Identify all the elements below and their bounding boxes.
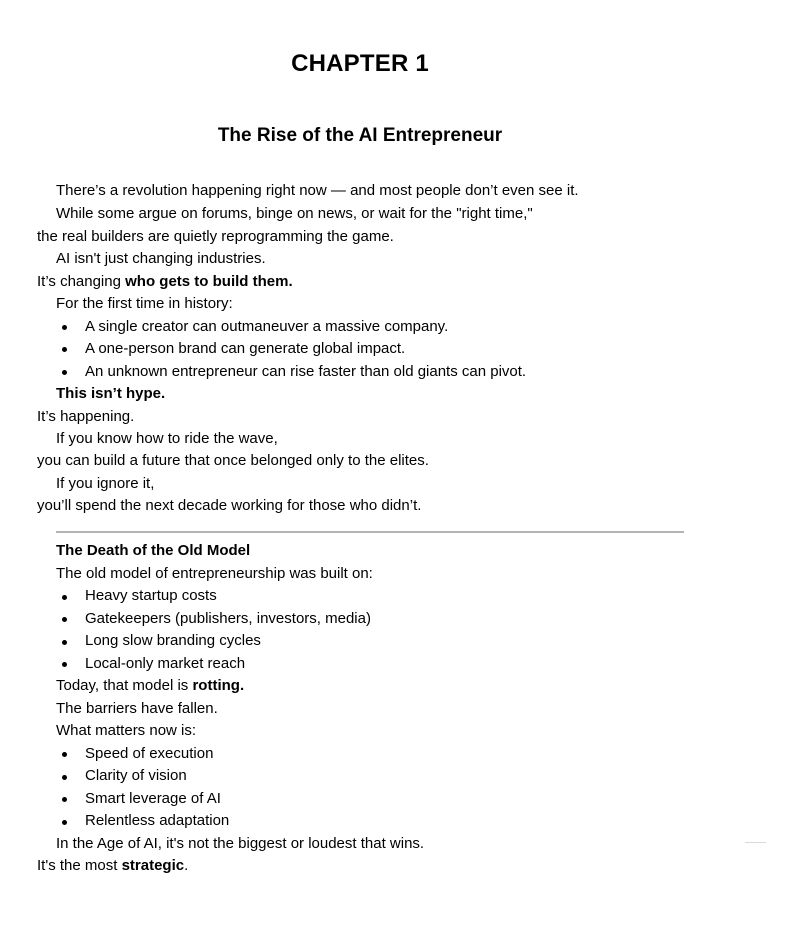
paragraph: [56, 677, 244, 695]
list-item: Clarity of vision: [85, 767, 187, 784]
paragraph: The old model of entrepreneurship was built on:: [56, 565, 373, 582]
list-item: Speed of execution: [85, 745, 214, 762]
paragraph: In the Age of AI, it's not the biggest or loudest that wins.: [56, 835, 425, 852]
paragraph: What matters now is:: [56, 722, 197, 739]
bullet-icon: [62, 347, 67, 352]
text-run: It’s changing: [37, 273, 126, 290]
bold-text: who gets to build them.: [125, 273, 293, 290]
list-item: Gatekeepers (publishers, investors, media): [85, 610, 371, 627]
bullet-icon: [62, 797, 67, 802]
list-item: An unknown entrepreneur can rise faster than old giants can pivot.: [85, 363, 527, 380]
paragraph-continuation: you can build a future that once belonged only to the elites.: [37, 452, 429, 469]
section-heading: [56, 542, 250, 560]
bold-text: rotting.: [192, 677, 245, 694]
paragraph: [56, 385, 165, 403]
bullet-icon: [62, 775, 67, 780]
paragraph: While some argue on forums, binge on news, or wait for the "right time,": [56, 205, 533, 222]
paragraph: There’s a revolution happening right now — and most people don’t even see it.: [56, 182, 579, 199]
list-item: Local-only market reach: [85, 655, 246, 672]
paragraph: If you ignore it,: [56, 475, 155, 492]
paragraph: For the first time in history:: [56, 295, 233, 312]
text-run: Today, that model is: [56, 677, 193, 694]
list-item: Smart leverage of AI: [85, 790, 221, 807]
bold-text: The Death of the Old Model: [56, 542, 251, 559]
bullet-icon: [62, 662, 67, 667]
list-item: A one-person brand can generate global impact.: [85, 340, 406, 357]
bullet-icon: [62, 325, 67, 330]
bullet-icon: [62, 617, 67, 622]
paragraph: It’s happening.: [37, 408, 135, 425]
paragraph: [37, 857, 188, 875]
paragraph: If you know how to ride the wave,: [56, 430, 278, 447]
bold-text: strategic: [121, 857, 185, 874]
bullet-icon: [62, 820, 67, 825]
bold-text: This isn’t hype.: [56, 385, 166, 402]
bullet-icon: [62, 640, 67, 645]
bullet-icon: [62, 370, 67, 375]
text-run: It's the most: [37, 857, 122, 874]
list-item: Relentless adaptation: [85, 812, 230, 829]
bullet-icon: [62, 752, 67, 757]
list-item: Long slow branding cycles: [85, 632, 261, 649]
page-edge-mark: [745, 842, 766, 843]
horizontal-divider: [56, 531, 684, 533]
paragraph: AI isn't just changing industries.: [56, 250, 266, 267]
text-run: .: [184, 857, 189, 874]
chapter-title: The Rise of the AI Entrepreneur: [217, 125, 503, 146]
list-item: A single creator can outmaneuver a massive company.: [85, 318, 449, 335]
list-item: Heavy startup costs: [85, 587, 217, 604]
bullet-icon: [62, 595, 67, 600]
paragraph-continuation: you’ll spend the next decade working for those who didn’t.: [37, 497, 422, 514]
paragraph: [37, 273, 293, 291]
paragraph: The barriers have fallen.: [56, 700, 218, 717]
paragraph-continuation: the real builders are quietly reprogramming the game.: [37, 228, 394, 245]
chapter-heading: CHAPTER 1: [291, 50, 429, 77]
